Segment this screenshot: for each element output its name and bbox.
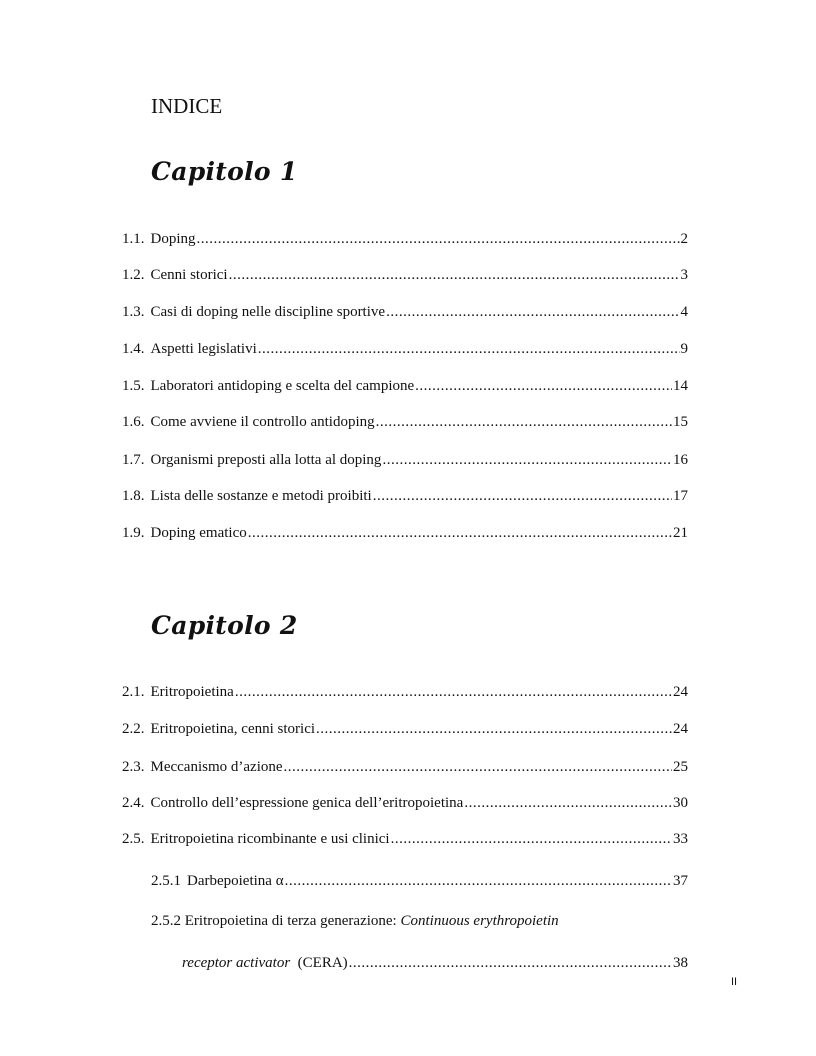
toc-entry[interactable] xyxy=(122,758,688,776)
toc-entry-title: Laboratori antidoping e scelta del campione xyxy=(150,378,415,394)
toc-entry-title: Doping xyxy=(150,231,196,247)
toc-entry[interactable] xyxy=(122,230,688,248)
toc-entry-title: Cenni storici xyxy=(150,267,228,283)
toc-entry-number: 1.6. xyxy=(122,414,145,430)
toc-subentry[interactable] xyxy=(151,872,688,890)
toc-entry-title: Come avviene il controllo antidoping xyxy=(150,414,375,430)
toc-entry-title: Eritropoietina, cenni storici xyxy=(150,721,316,737)
toc-leader-dots xyxy=(285,872,672,890)
toc-entry-number: 1.5. xyxy=(122,378,145,394)
toc-entry[interactable] xyxy=(122,794,688,812)
toc-entry[interactable] xyxy=(122,683,688,701)
toc-entry-number: 2.2. xyxy=(122,721,145,737)
toc-entry-number: 2.5.1 xyxy=(151,873,181,889)
toc-entry-page: 2 xyxy=(680,231,688,247)
toc-entry-title: Meccanismo d’azione xyxy=(150,759,283,775)
toc-entry-page: 16 xyxy=(673,452,688,468)
toc-leader-dots xyxy=(382,451,672,469)
toc-entry-number: 1.8. xyxy=(122,488,145,504)
page-number: II xyxy=(731,976,738,988)
toc-leader-dots xyxy=(229,266,680,284)
toc-leader-dots xyxy=(316,720,672,738)
toc-leader-dots xyxy=(415,377,672,395)
toc-entry-page: 37 xyxy=(673,873,688,889)
toc-leader-dots xyxy=(258,340,680,358)
toc-entry[interactable] xyxy=(122,720,688,738)
toc-entry-number: 1.2. xyxy=(122,267,145,283)
toc-entry-number: 2.5.2 xyxy=(151,913,181,929)
toc-entry-page: 17 xyxy=(673,488,688,504)
toc-leader-dots xyxy=(464,794,672,812)
toc-leader-dots xyxy=(284,758,672,776)
toc-entry-page: 38 xyxy=(673,955,688,971)
toc-entry-page: 3 xyxy=(680,267,688,283)
toc-entry-title-italic: receptor activator xyxy=(182,955,291,971)
toc-entry[interactable] xyxy=(122,303,688,321)
toc-entry[interactable] xyxy=(122,413,688,431)
toc-entry-number: 1.1. xyxy=(122,231,145,247)
toc-leader-dots xyxy=(373,487,672,505)
toc-entry-title: (CERA) xyxy=(297,955,348,971)
toc-entry[interactable] xyxy=(122,830,688,848)
toc-entry[interactable] xyxy=(122,266,688,284)
toc-entry-title: Darbepoietina α xyxy=(187,873,284,889)
toc-leader-dots xyxy=(248,524,672,542)
chapter-2-title: Capitolo 2 xyxy=(151,611,298,640)
toc-entry-title: Eritropoietina ricombinante e usi clinici xyxy=(150,831,390,847)
toc-entry-number: 2.3. xyxy=(122,759,145,775)
toc-entry[interactable] xyxy=(122,377,688,395)
toc-entry[interactable] xyxy=(122,487,688,505)
toc-entry-number: 1.9. xyxy=(122,525,145,541)
toc-entry-page: 30 xyxy=(673,795,688,811)
toc-entry-number: 1.7. xyxy=(122,452,145,468)
toc-leader-dots xyxy=(391,830,672,848)
chapter-1-title: Capitolo 1 xyxy=(151,157,298,186)
toc-leader-dots xyxy=(349,954,672,972)
toc-entry-number: 1.4. xyxy=(122,341,145,357)
toc-entry-title: Aspetti legislativi xyxy=(150,341,257,357)
toc-subentry[interactable] xyxy=(151,912,559,930)
toc-entry-page: 15 xyxy=(673,414,688,430)
toc-entry-number: 2.1. xyxy=(122,684,145,700)
toc-entry[interactable] xyxy=(122,524,688,542)
toc-entry-title: Organismi preposti alla lotta al doping xyxy=(150,452,382,468)
toc-entry-number: 2.4. xyxy=(122,795,145,811)
toc-leader-dots xyxy=(235,683,672,701)
toc-entry-page: 25 xyxy=(673,759,688,775)
page-title: INDICE xyxy=(151,94,223,118)
toc-entry-title: Eritropoietina di terza generazione: xyxy=(184,913,401,929)
toc-entry-page: 9 xyxy=(680,341,688,357)
toc-entry-number: 2.5. xyxy=(122,831,145,847)
toc-subentry-continuation[interactable] xyxy=(182,954,688,972)
toc-entry-page: 24 xyxy=(673,721,688,737)
toc-entry-number: 1.3. xyxy=(122,304,145,320)
toc-entry-title: Casi di doping nelle discipline sportive xyxy=(150,304,386,320)
toc-entry-title: Controllo dell’espressione genica dell’eritropoietina xyxy=(150,795,464,811)
toc-leader-dots xyxy=(376,413,672,431)
toc-leader-dots xyxy=(197,230,680,248)
toc-entry[interactable] xyxy=(122,451,688,469)
toc-entry-page: 21 xyxy=(673,525,688,541)
toc-entry-title: Eritropoietina xyxy=(150,684,234,700)
toc-entry-page: 14 xyxy=(673,378,688,394)
toc-entry-page: 24 xyxy=(673,684,688,700)
toc-entry-title-italic: Continuous erythropoietin xyxy=(400,913,559,929)
toc-entry-page: 33 xyxy=(673,831,688,847)
toc-entry-page: 4 xyxy=(680,304,688,320)
toc-entry[interactable] xyxy=(122,340,688,358)
toc-leader-dots xyxy=(386,303,679,321)
toc-entry-title: Lista delle sostanze e metodi proibiti xyxy=(150,488,372,504)
toc-entry-title: Doping ematico xyxy=(150,525,247,541)
